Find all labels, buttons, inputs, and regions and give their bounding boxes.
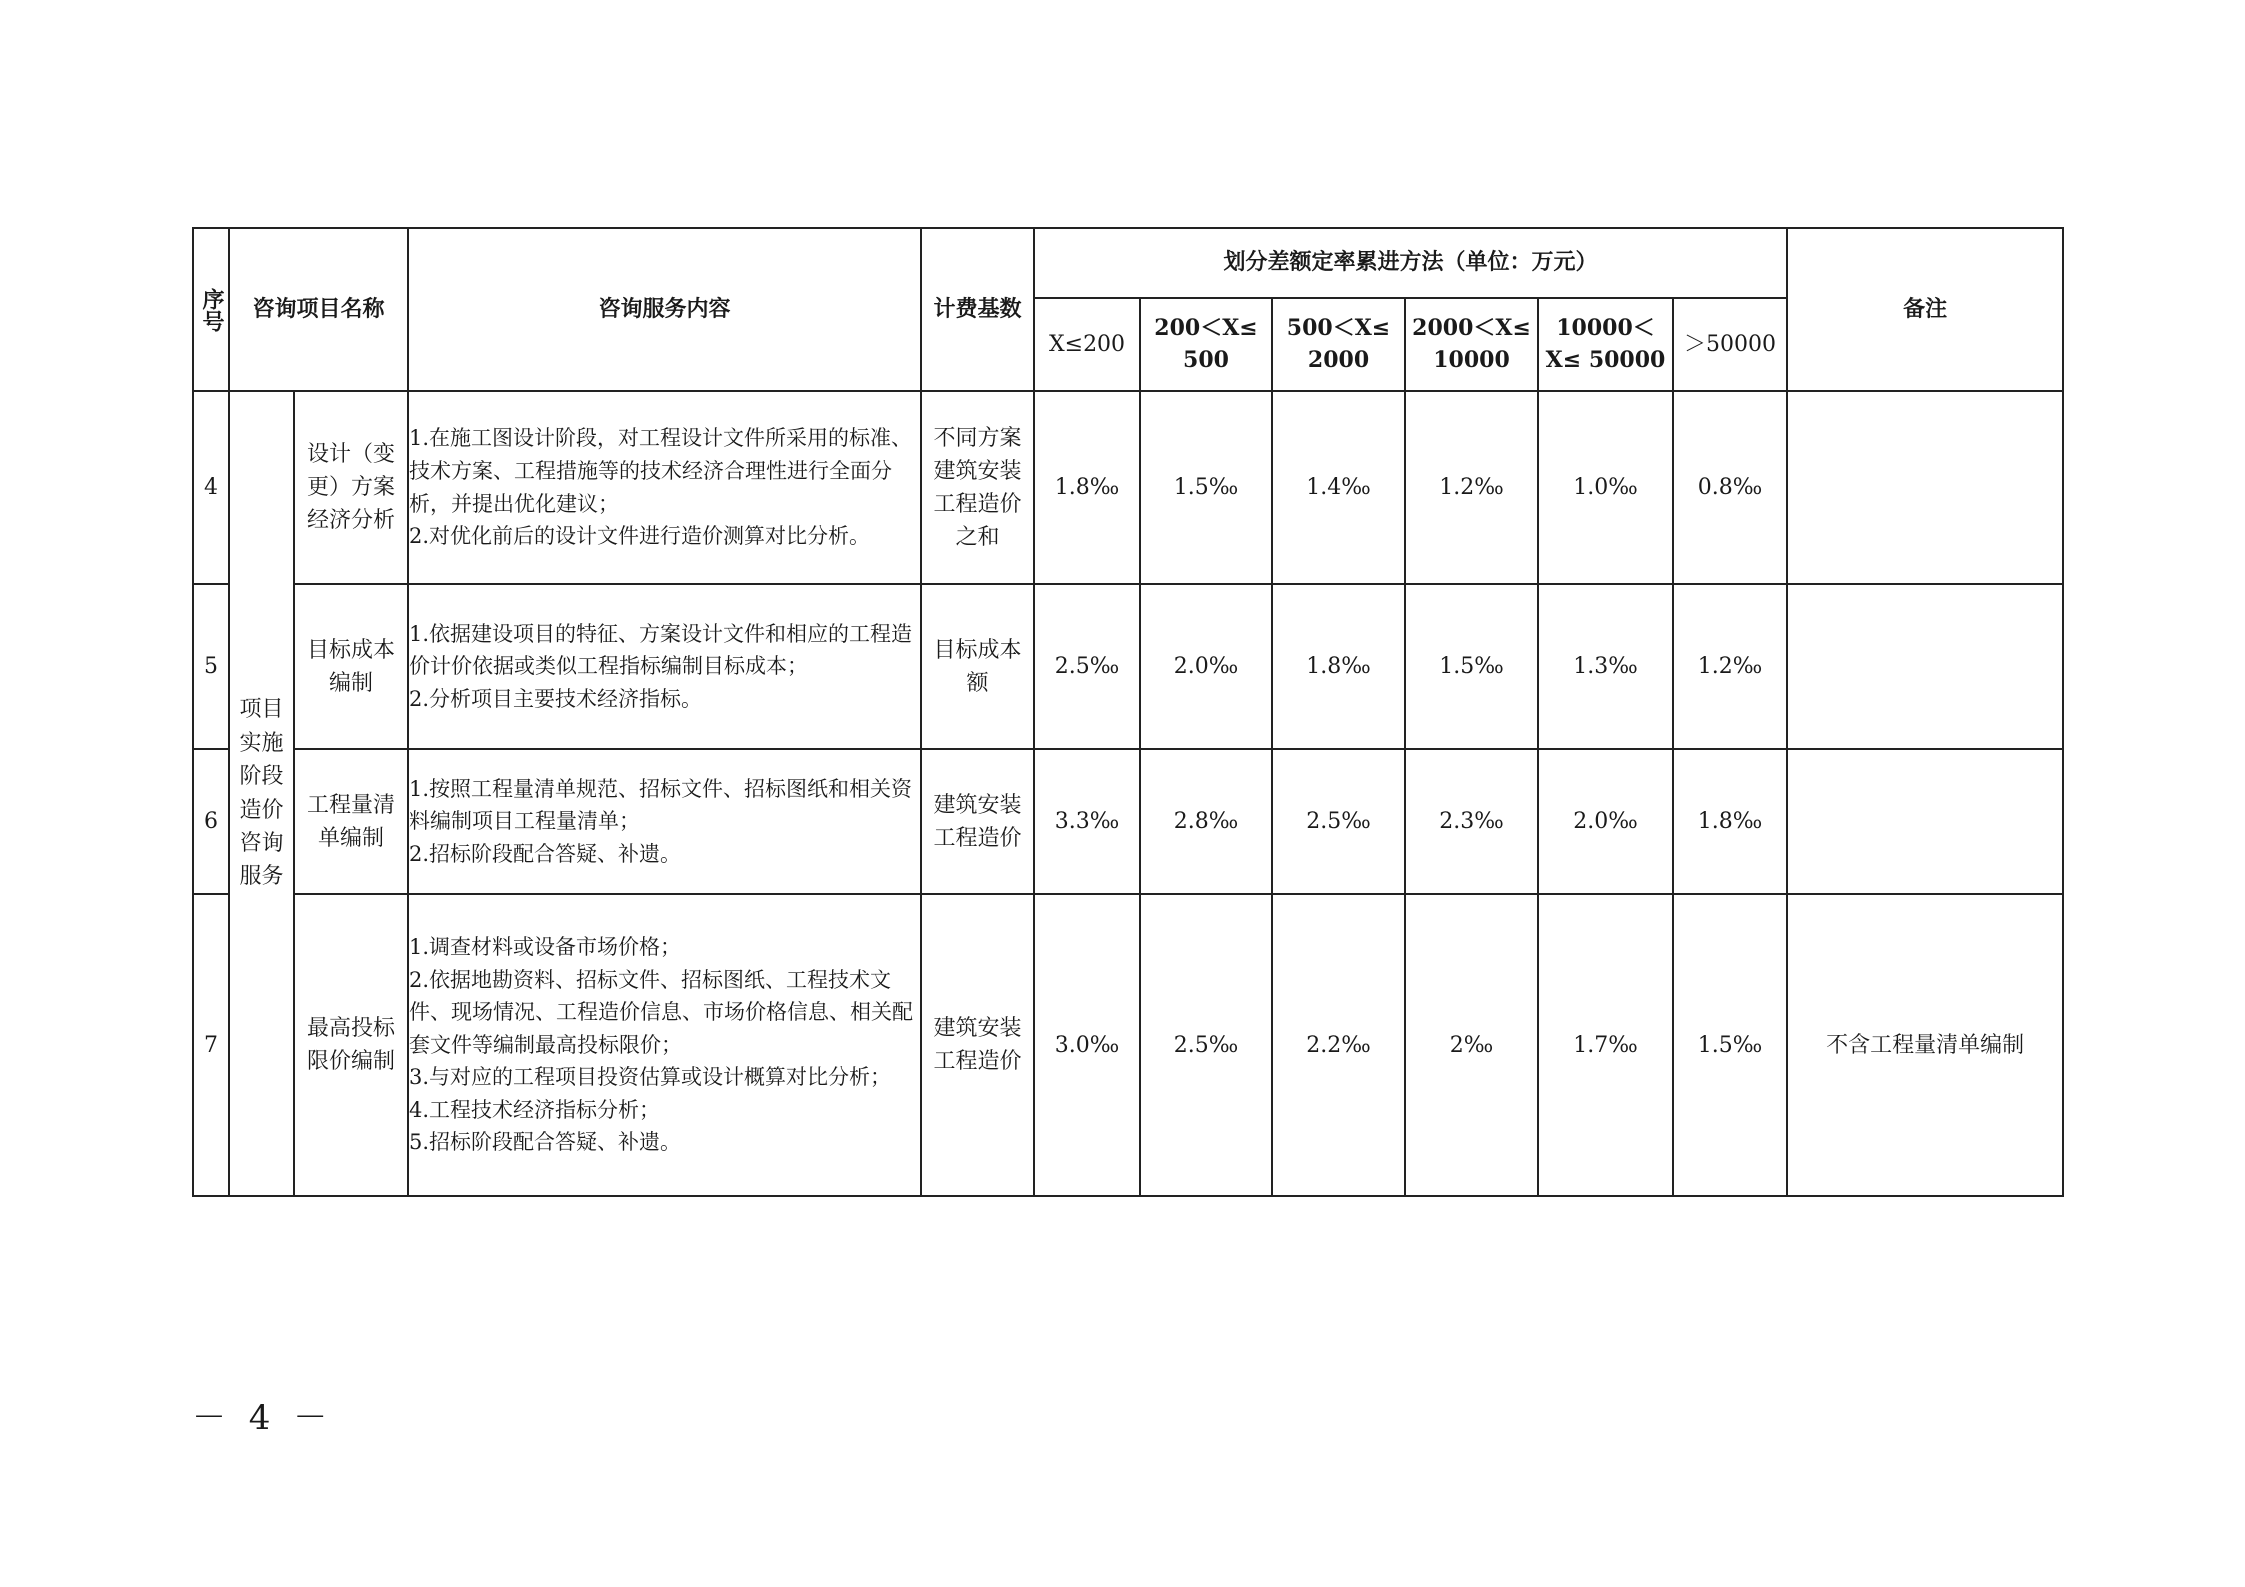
content-item: 2.依据地勘资料、招标文件、招标图纸、工程技术文件、现场情况、工程造价信息、市场价格信息、相关配套文件等编制最高投标限价；	[409, 967, 914, 1057]
content-item: 2.对优化前后的设计文件进行造价测算对比分析。	[409, 524, 871, 549]
bracket-header: 500＜X≤ 2000	[1272, 298, 1405, 391]
bracket-header: X≤200	[1034, 298, 1140, 391]
content-item: 1.调查材料或设备市场价格；	[409, 935, 682, 960]
row-remark	[1787, 391, 2063, 584]
rate-cell: 1.5‰	[1405, 584, 1538, 749]
bracket-header: ＞50000	[1673, 298, 1787, 391]
header-row-1	[193, 228, 2063, 298]
row-fee-base: 建筑安装工程造价	[921, 894, 1034, 1196]
rate-cell: 2.3‰	[1405, 749, 1538, 894]
header-content: 咨询服务内容	[408, 228, 921, 391]
header-fee-base: 计费基数	[921, 228, 1034, 391]
content-item: 1.在施工图设计阶段，对工程设计文件所采用的标准、技术方案、工程措施等的技术经济合理性进行全面分析，并提出优化建议；	[409, 426, 913, 516]
rate-cell: 1.0‰	[1538, 391, 1673, 584]
table-row	[193, 749, 2063, 894]
rate-cell: 2.0‰	[1538, 749, 1673, 894]
rate-cell: 2.8‰	[1140, 749, 1272, 894]
rate-cell: 1.2‰	[1405, 391, 1538, 584]
header-method: 划分差额定率累进方法（单位：万元）	[1034, 228, 1787, 298]
rate-cell: 2‰	[1405, 894, 1538, 1196]
rate-cell: 1.5‰	[1673, 894, 1787, 1196]
row-content	[408, 391, 921, 584]
row-name: 目标成本编制	[294, 584, 408, 749]
row-name: 工程量清单编制	[294, 749, 408, 894]
fee-table	[192, 227, 2064, 1197]
row-content	[408, 584, 921, 749]
row-seq: 4	[193, 391, 229, 584]
row-remark	[1787, 584, 2063, 749]
row-content	[408, 749, 921, 894]
content-item: 2.招标阶段配合答疑、补遗。	[409, 841, 682, 866]
row-name: 设计（变更）方案经济分析	[294, 391, 408, 584]
rate-cell: 1.8‰	[1034, 391, 1140, 584]
table-row	[193, 391, 2063, 584]
rate-cell: 1.3‰	[1538, 584, 1673, 749]
row-remark: 不含工程量清单编制	[1787, 894, 2063, 1196]
content-item: 1.依据建设项目的特征、方案设计文件和相应的工程造价计价依据或类似工程指标编制目标成本；	[409, 621, 913, 679]
content-item: 5.招标阶段配合答疑、补遗。	[409, 1130, 682, 1155]
bracket-header: 10000＜X≤ 50000	[1538, 298, 1673, 391]
row-seq: 7	[193, 894, 229, 1196]
table-row	[193, 894, 2063, 1196]
content-item: 3.与对应的工程项目投资估算或设计概算对比分析；	[409, 1065, 892, 1090]
bracket-header: 200＜X≤ 500	[1140, 298, 1272, 391]
row-fee-base: 目标成本额	[921, 584, 1034, 749]
header-project-name: 咨询项目名称	[229, 228, 408, 391]
rate-cell: 1.8‰	[1673, 749, 1787, 894]
rate-cell: 1.8‰	[1272, 584, 1405, 749]
row-fee-base: 不同方案建筑安装工程造价之和	[921, 391, 1034, 584]
row-content	[408, 894, 921, 1196]
rate-cell: 3.0‰	[1034, 894, 1140, 1196]
rate-cell: 1.5‰	[1140, 391, 1272, 584]
header-remarks: 备注	[1787, 228, 2063, 391]
rate-cell: 3.3‰	[1034, 749, 1140, 894]
rate-cell: 2.5‰	[1034, 584, 1140, 749]
content-item: 1.按照工程量清单规范、招标文件、招标图纸和相关资料编制项目工程量清单；	[409, 776, 913, 834]
row-seq: 6	[193, 749, 229, 894]
row-fee-base: 建筑安装工程造价	[921, 749, 1034, 894]
content-item: 2.分析项目主要技术经济指标。	[409, 686, 703, 711]
row-name: 最高投标限价编制	[294, 894, 408, 1196]
rate-cell: 0.8‰	[1673, 391, 1787, 584]
rate-cell: 2.5‰	[1140, 894, 1272, 1196]
rate-cell: 1.2‰	[1673, 584, 1787, 749]
header-seq: 序号	[193, 228, 229, 391]
page-number: － 4 －	[192, 1398, 334, 1438]
rate-cell: 2.0‰	[1140, 584, 1272, 749]
content-item: 4.工程技术经济指标分析；	[409, 1097, 661, 1122]
row-seq: 5	[193, 584, 229, 749]
category-label: 项目实施阶段造价咨询服务	[229, 391, 294, 1196]
rate-cell: 2.5‰	[1272, 749, 1405, 894]
table-row	[193, 584, 2063, 749]
rate-cell: 1.7‰	[1538, 894, 1673, 1196]
bracket-header: 2000＜X≤ 10000	[1405, 298, 1538, 391]
rate-cell: 2.2‰	[1272, 894, 1405, 1196]
row-remark	[1787, 749, 2063, 894]
rate-cell: 1.4‰	[1272, 391, 1405, 584]
